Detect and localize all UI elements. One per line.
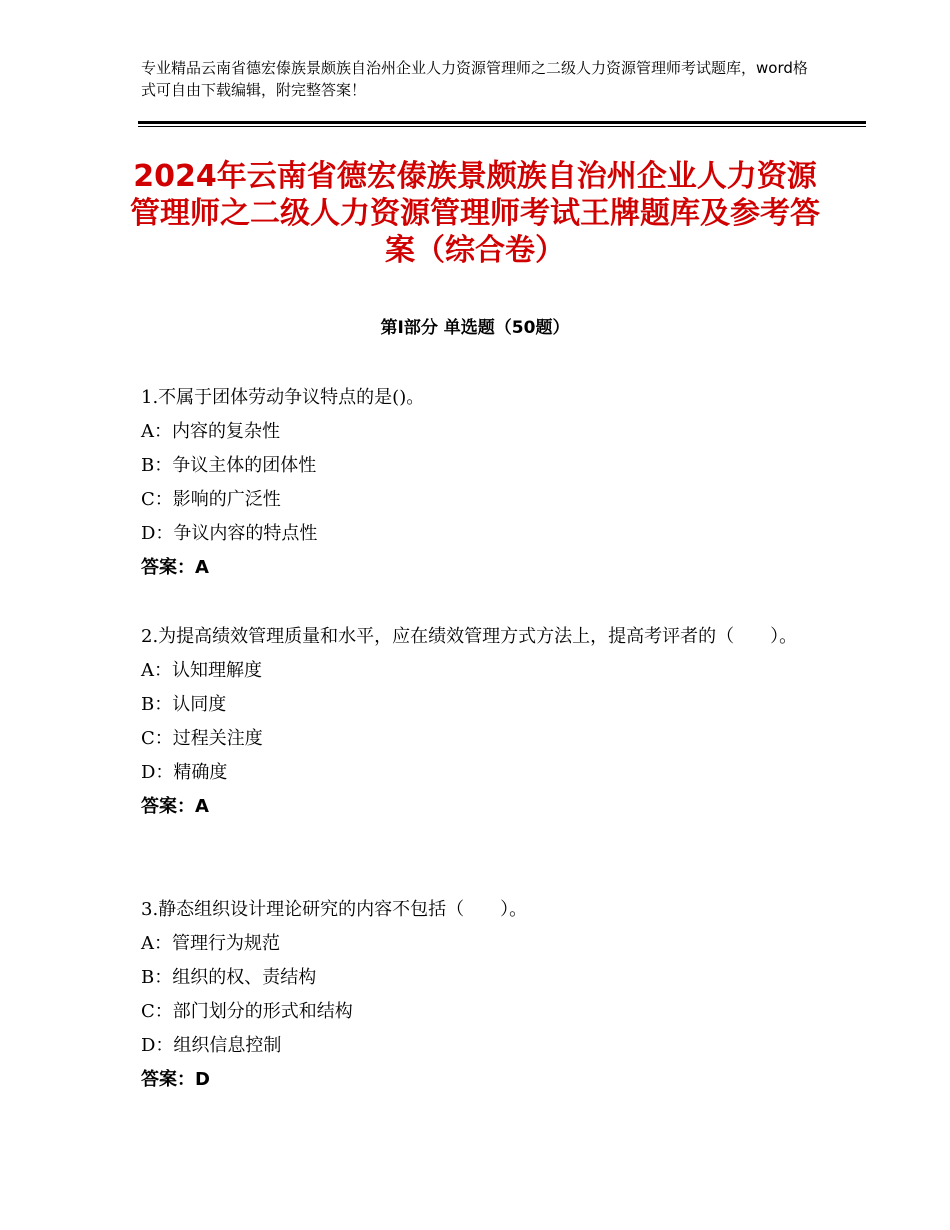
option-d: D：争议内容的特点性 — [141, 523, 318, 544]
header-divider-thin — [138, 126, 866, 127]
question-stem: 3.静态组织设计理论研究的内容不包括（ ）。 — [141, 899, 528, 920]
option-a: A：管理行为规范 — [141, 933, 280, 954]
section-title: 第Ⅰ部分 单选题（50题） — [380, 318, 570, 338]
header-divider-thick — [138, 121, 866, 124]
answer: 答案：D — [141, 1069, 210, 1090]
question-1 — [141, 381, 821, 585]
question-3 — [141, 893, 821, 1097]
option-b: B：争议主体的团体性 — [141, 455, 317, 476]
option-d: D：组织信息控制 — [141, 1035, 282, 1056]
option-c: C：部门划分的形式和结构 — [141, 1001, 353, 1022]
question-2 — [141, 620, 821, 824]
question-stem: 1.不属于团体劳动争议特点的是()。 — [141, 387, 425, 408]
header-note: 专业精品云南省德宏傣族景颇族自治州企业人力资源管理师之二级人力资源管理师考试题库，word格式可自由下载编辑，附完整答案！ — [141, 59, 808, 99]
option-c: C：过程关注度 — [141, 728, 263, 749]
question-stem: 2.为提高绩效管理质量和水平，应在绩效管理方式方法上，提高考评者的（ ）。 — [141, 626, 798, 647]
option-a: A：内容的复杂性 — [141, 421, 280, 442]
answer: 答案：A — [141, 796, 209, 817]
option-c: C：影响的广泛性 — [141, 489, 281, 510]
option-a: A：认知理解度 — [141, 660, 262, 681]
option-b: B：组织的权、责结构 — [141, 967, 317, 988]
option-d: D：精确度 — [141, 762, 228, 783]
document-title: 2024年云南省德宏傣族景颇族自治州企业人力资源管理师之二级人力资源管理师考试王牌题库及参考答案（综合卷） — [130, 159, 820, 268]
answer: 答案：A — [141, 557, 209, 578]
option-b: B：认同度 — [141, 694, 227, 715]
